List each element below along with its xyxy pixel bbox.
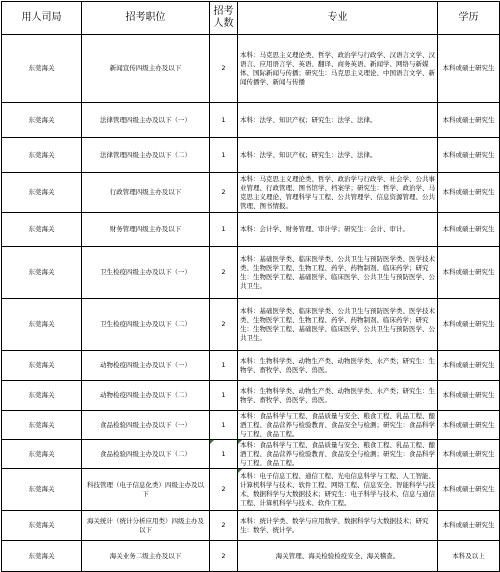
- count-cell: 1: [210, 138, 238, 173]
- header-row: [2, 2, 500, 35]
- table-row: [2, 351, 500, 381]
- major-cell: 本科：马克思主义理论类、哲学、政治学与行政学、汉语言文学、汉语言、应用语言学、英语、翻译、商务英语、新闻学、网络与新媒体、国际新闻与传播；研究生：马克思主义理论、中国语言文学、新闻传播学、新闻与传播: [238, 35, 438, 103]
- position-cell: 海关统计（统计分析应用类）四级主办及以下: [82, 511, 210, 541]
- unit-cell: 东莞海关: [2, 138, 82, 173]
- major-cell: 本科：法学、知识产权；研究生：法学、法律。: [238, 103, 438, 138]
- position-cell: 行政管理四级主办及以下: [82, 173, 210, 213]
- table-row: [2, 411, 500, 440]
- header-major: 专业: [238, 2, 438, 35]
- major-cell: 本科：统计学类、数学与应用数学、数据科学与大数据技术；研究生：数学、统计学。: [238, 511, 438, 541]
- table-row: [2, 440, 500, 469]
- table-row: [2, 103, 500, 138]
- major-cell: 本科：食品科学与工程、食品质量与安全、粮食工程、乳品工程、酿酒工程、食品营养与检验教育、食品安全与检测；研究生：食品科学与工程、食品工程。: [238, 411, 438, 440]
- education-cell: 本科或硕士研究生: [438, 381, 500, 411]
- unit-cell: 东莞海关: [2, 541, 82, 572]
- unit-cell: 东莞海关: [2, 411, 82, 440]
- position-cell: 财务管理四级主办及以下: [82, 213, 210, 247]
- count-cell: 2: [210, 541, 238, 572]
- major-cell: 本科：马克思主义理论类、哲学、政治学与行政学、社会学、公共事业管理、行政管理、图书馆学、档案学；研究生：哲学、政治学、马克思主义理论、管理科学与工程、公共管理学、信息资源管理、公共管理、图书情报。: [238, 173, 438, 213]
- unit-cell: 东莞海关: [2, 511, 82, 541]
- unit-cell: 东莞海关: [2, 469, 82, 511]
- count-cell: 1: [210, 381, 238, 411]
- education-cell: 本科或硕士研究生: [438, 173, 500, 213]
- unit-cell: 东莞海关: [2, 35, 82, 103]
- count-cell: 1: [210, 440, 238, 469]
- position-cell: 动物检疫四级主办及以下（二）: [82, 381, 210, 411]
- table-row: [2, 173, 500, 213]
- unit-cell: 东莞海关: [2, 213, 82, 247]
- unit-cell: 东莞海关: [2, 103, 82, 138]
- unit-cell: 东莞海关: [2, 299, 82, 351]
- position-cell: 食品检验四级主办及以下（二）: [82, 440, 210, 469]
- position-cell: 科技管理（电子信息化类）四级主办及以下: [82, 469, 210, 511]
- unit-cell: 东莞海关: [2, 440, 82, 469]
- unit-cell: 东莞海关: [2, 351, 82, 381]
- education-cell: 本科或硕士研究生: [438, 411, 500, 440]
- table-row: [2, 35, 500, 103]
- education-cell: 本科或硕士研究生: [438, 440, 500, 469]
- header-unit: 用人司局: [2, 2, 82, 35]
- position-cell: 食品检验四级主办及以下（一）: [82, 411, 210, 440]
- education-cell: 本科或硕士研究生: [438, 35, 500, 103]
- position-cell: 卫生检疫四级主办及以下（二）: [82, 299, 210, 351]
- major-cell: 本科：生物科学类、动物生产类、动物医学类、水产类；研究生：生物学、畜牧学、兽医学、兽医。: [238, 351, 438, 381]
- position-cell: 新闻宣传四级主办及以下: [82, 35, 210, 103]
- education-cell: 本科或硕士研究生: [438, 299, 500, 351]
- position-cell: 卫生检疫四级主办及以下（一）: [82, 247, 210, 299]
- major-cell: 本科：食品科学与工程、食品质量与安全、粮食工程、乳品工程、酿酒工程、食品营养与检验教育、食品安全与检测；研究生：食品科学与工程、食品工程。: [238, 440, 438, 469]
- education-cell: 本科或硕士研究生: [438, 138, 500, 173]
- position-cell: 法律管理四级主办及以下（二）: [82, 138, 210, 173]
- major-cell: 本科：生物科学类、动物生产类、动物医学类、水产类；研究生：生物学、畜牧学、兽医学、兽医。: [238, 381, 438, 411]
- table-row: [2, 213, 500, 247]
- table-row: [2, 138, 500, 173]
- position-cell: 法律管理四级主办及以下（一）: [82, 103, 210, 138]
- major-cell: 海关管理、海关检验检疫安全、海关稽查。: [238, 541, 438, 572]
- table-row: [2, 541, 500, 572]
- major-cell: 本科：法学、知识产权；研究生：法学、法律。: [238, 138, 438, 173]
- unit-cell: 东莞海关: [2, 173, 82, 213]
- education-cell: 本科或硕士研究生: [438, 103, 500, 138]
- count-cell: 1: [210, 103, 238, 138]
- education-cell: 本科或硕士研究生: [438, 247, 500, 299]
- count-cell: 2: [210, 35, 238, 103]
- education-cell: 本科或硕士研究生: [438, 351, 500, 381]
- table-row: [2, 381, 500, 411]
- count-cell: 1: [210, 411, 238, 440]
- unit-cell: 东莞海关: [2, 247, 82, 299]
- count-cell: 2: [210, 469, 238, 511]
- major-cell: 本科：基础医学类、临床医学类、公共卫生与预防医学类、医学技术类、生物医学工程、生物工程、药学、药物制剂、临床药学；研究生：生物医学工程、基础医学、临床医学、公共卫生与预防医学、公共卫生。: [238, 247, 438, 299]
- header-education: 学历: [438, 2, 500, 35]
- header-count: 招考人数: [210, 2, 238, 35]
- count-cell: 2: [210, 173, 238, 213]
- count-cell: 1: [210, 351, 238, 381]
- position-cell: 动物检疫四级主办及以下（一）: [82, 351, 210, 381]
- education-cell: 本科及以上: [438, 541, 500, 572]
- position-cell: 海关业务二级主办及以下: [82, 541, 210, 572]
- table-row: [2, 469, 500, 511]
- education-cell: 本科或硕士研究生: [438, 213, 500, 247]
- table-row: [2, 511, 500, 541]
- major-cell: 本科：电子信息工程、通信工程、光电信息科学与工程、人工智能、计算机科学与技术、软件工程、网络工程、信息安全、智能科学与技术、数据科学与大数据技术；研究生：电子科学与技术、信息与通信工程、计算机科学与技术、软件工程。: [238, 469, 438, 511]
- education-cell: 本科或硕士研究生: [438, 469, 500, 511]
- recruitment-table: [1, 1, 500, 572]
- major-cell: 本科：基础医学类、临床医学类、公共卫生与预防医学类、医学技术类、生物医学工程、生物工程、药学、药物制剂、临床药学；研究生：生物医学工程、基础医学、临床医学、公共卫生与预防医学、公共卫生。: [238, 299, 438, 351]
- unit-cell: 东莞海关: [2, 381, 82, 411]
- education-cell: 本科或硕士研究生: [438, 511, 500, 541]
- table-row: [2, 299, 500, 351]
- count-cell: 1: [210, 213, 238, 247]
- header-position: 招考职位: [82, 2, 210, 35]
- count-cell: 2: [210, 511, 238, 541]
- table-row: [2, 247, 500, 299]
- count-cell: 2: [210, 247, 238, 299]
- count-cell: 2: [210, 299, 238, 351]
- major-cell: 本科：会计学、财务管理、审计学；研究生：会计、审计。: [238, 213, 438, 247]
